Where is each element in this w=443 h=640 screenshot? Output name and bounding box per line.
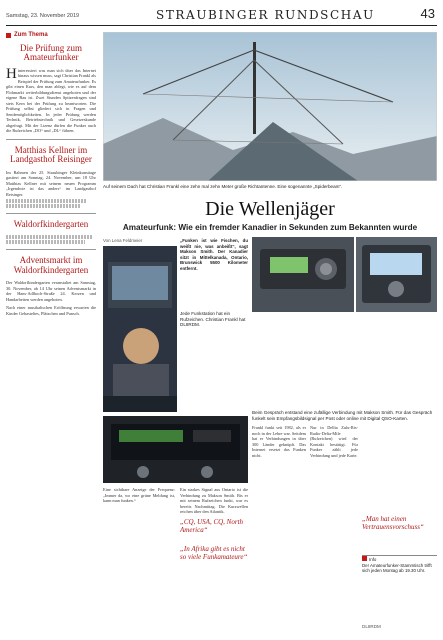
body-col2: Ein starkes Signal aus Ontario ist die Verbindung zu Makson Smith. Bis er mit seinem Rufzeichen funkt, war es bereits Nachmittag. Die Kurzwellen reichen über den Atlantik.	[180, 487, 248, 514]
event3-body: Der Waldorfkindergarten veranstaltet am Samstag, 30. November, ab 14 Uhr seinen Adventsmarkt in der Hans-Adlhoch-Straße 24. Kerzen und Handarbeiten werden angeboten.	[6, 280, 96, 302]
top-photo-caption: Auf seinem Dach hat Christian Frankl eine zehn mal zehn Meter große Richtantenne. Eine sogenannte „Spiderbeam“.	[103, 184, 343, 189]
event1-headline: Matthias Kellner im Landgasthof Reisinger	[10, 144, 92, 165]
article-lede: „Funken ist wie Fischen, du weißt nie, was anbeißt“, sagt Makson Smith. Der Kanadier sitzt in Mittelkanada, Ontario, Brunswick 5500 Kilometer entfernt.	[180, 238, 248, 271]
event2-headline: Waldorfkindergarten	[13, 219, 89, 230]
text-line	[6, 204, 80, 208]
radio-display-image	[356, 237, 437, 312]
body-col4: Nur in Dellta Zulu-Ris-Radio-Delta-Mile (Rufzeichen) wird der Kontakt bestätigt. Für Funker zählt jede Verbindung und jede Karte.	[310, 425, 358, 458]
text-line	[6, 240, 85, 244]
brief-body-text: interessiert was man sich über das Internet hinaus wissen muss, sagt Christian Frankl als Beispiel der Prüfung zum Amateurfunker. Es gibt einen Kurs, den man ablegt, wie es auf dem Flohmarkt weiterbildungsdienst angeboten und der eigene Bau ist. Zwei Stunden Spitzenfragen sind stets Kern bei der Prüfung zu beantworten. Die Prüfung selbst gliedert sich in Fragen und Sendemöglichkeiten. In jeder Prüfung werden Technik, Betriebstechnik und Gesetzeskunde abgefragt. Mit der Lizenz dürfen die Funker auch die Rufzeichen „DO“ und „DL“ führen.	[6, 67, 96, 134]
info-icon	[362, 556, 367, 561]
bottom-photo-caption: Beim Gespräch entstand eine zufällige Verbindung mit Makson Smith. Für das Gespräch funkelt sein Empfangsbildsignal per Post oder online mit Digital QSO-Karten.	[252, 410, 433, 421]
text-line	[6, 235, 92, 239]
info-label: Info	[362, 556, 437, 563]
brief-headline: Die Prüfung zum Amateurfunker	[20, 43, 82, 63]
section-marker-icon	[6, 33, 11, 38]
mid-photo-caption: Jede Funkstation hat ein Rufzeichen. Christian Frankl hat DL8RDM.	[180, 311, 246, 328]
page-number: 43	[420, 6, 435, 21]
left-photo-caption: Eine sichtbare Anzeige der Frequenz: „Immer da, wo eine grüne Meldung ist, kann man funken.“	[103, 487, 175, 503]
frequency-display-image	[103, 416, 248, 483]
radio-station-photo	[103, 246, 177, 412]
radio-display-photo	[356, 237, 437, 312]
radio-closeup-image	[252, 237, 354, 312]
left-column	[6, 32, 96, 316]
event4-body: Nach einer musikalischen Eröffnung erwarten die Kinder Gebasteltes, Plätzchen und Punsch.	[6, 305, 96, 316]
info-text: Der Amateurfunker-Stammtisch trifft sich jeden Montag ab 19.30 Uhr.	[362, 562, 432, 573]
page-header	[6, 4, 437, 26]
byline: Von Lena Feldmeier	[103, 238, 143, 243]
text-line	[6, 199, 87, 203]
drop-cap: H	[6, 65, 17, 82]
antenna-photo-image	[103, 32, 437, 181]
event1-body: Im Rahmen der 25. Straubinger Kleinkunsttage gastiert am Sonntag, 24. November, um 18 Uhr Matthias Kellner mit seinem neuen Programm „Irgendwie ist das anders“ im Landgasthof Reisinger.	[6, 169, 96, 197]
section-divider	[6, 213, 96, 214]
info-box	[362, 555, 437, 633]
masthead: STRAUBINGER RUNDSCHAU	[156, 8, 375, 22]
issue-date: Samstag, 23. November 2019	[6, 13, 80, 19]
article-headline: Die Wellenjäger	[205, 198, 335, 220]
radio-closeup-photo	[252, 237, 354, 312]
brief-body	[6, 65, 96, 134]
quote-head-2: „In Afrika gibt es nicht so viele Funkamateure“	[180, 545, 248, 561]
body-col3: Frankl funkt seit 1982, als er noch in der Lehre war. Seitdem hat er Verbindungen in über 300 Länder geknüpft. Das Internet ersetzt das Funken nicht.	[252, 425, 306, 458]
frequency-display-photo	[103, 416, 248, 483]
section-divider	[6, 139, 96, 140]
antenna-photo	[103, 32, 437, 181]
quote-head-3: „Man hat einen Vertrauensvorschuss“	[362, 515, 424, 531]
section-label	[6, 32, 96, 38]
radio-station-image	[103, 246, 177, 412]
event3-headline: Adventsmarkt im Waldorfkindergarten	[13, 255, 89, 275]
article-subheadline: Amateurfunk: Wie ein fremder Kanadier in Sekunden zum Bekannten wurde	[122, 223, 418, 232]
footer-tag: DL8RDM	[362, 624, 381, 629]
section-divider	[6, 249, 96, 250]
quote-head-1: „CQ, USA, CQ, North America“	[180, 518, 244, 534]
section-label-text: Zum Thema	[14, 32, 48, 38]
